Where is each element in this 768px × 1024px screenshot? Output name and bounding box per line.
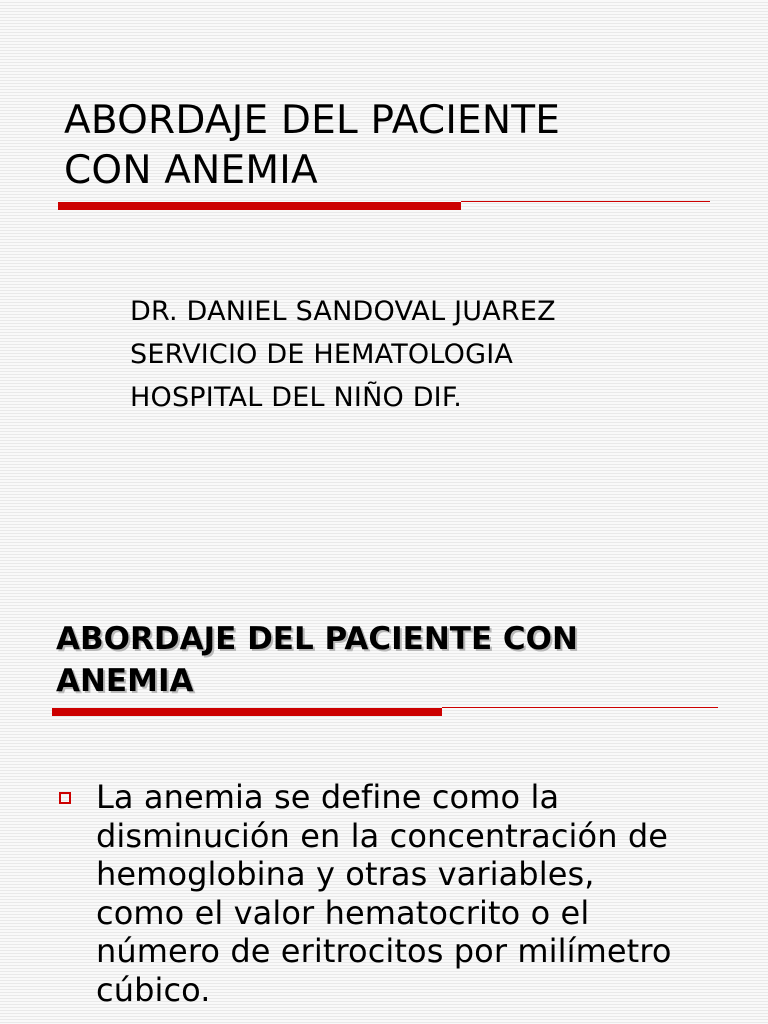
bullet-line: cúbico. [96,970,211,1009]
presenter-department: SERVICIO DE HEMATOLOGIA [130,339,514,370]
slide-title [56,618,736,702]
title-underline-thin [461,201,710,202]
slide-title-line: ABORDAJE DEL PACIENTE [64,98,561,143]
bullet-line: número de eritrocitos por milímetro [96,932,672,970]
title-underline-thin [442,707,718,708]
slide-title-line: ANEMIA [56,663,194,699]
bullet-list [56,778,736,1009]
slide-title [64,96,724,196]
presenter-hospital: HOSPITAL DEL NIÑO DIF. [130,382,463,413]
bullet-line: La anemia se define como la [96,778,560,816]
bullet-line: disminución en la concentración de [96,816,669,855]
title-underline-thick [52,708,442,716]
title-underline-thick [58,202,461,210]
bullet-line: hemoglobina y otras variables, [96,855,595,893]
content-slide [0,560,768,1024]
bullet-item [56,778,736,1009]
presenter-name: DR. DANIEL SANDOVAL JUAREZ [130,296,556,327]
hollow-square-bullet-icon [59,792,71,804]
bullet-line: como el valor hematocrito o el [96,893,590,932]
bullet-text [96,778,736,1009]
presenter-info [130,290,730,419]
slide-title-line: ABORDAJE DEL PACIENTE CON [56,621,578,657]
slide-title-line: CON ANEMIA [64,148,318,193]
